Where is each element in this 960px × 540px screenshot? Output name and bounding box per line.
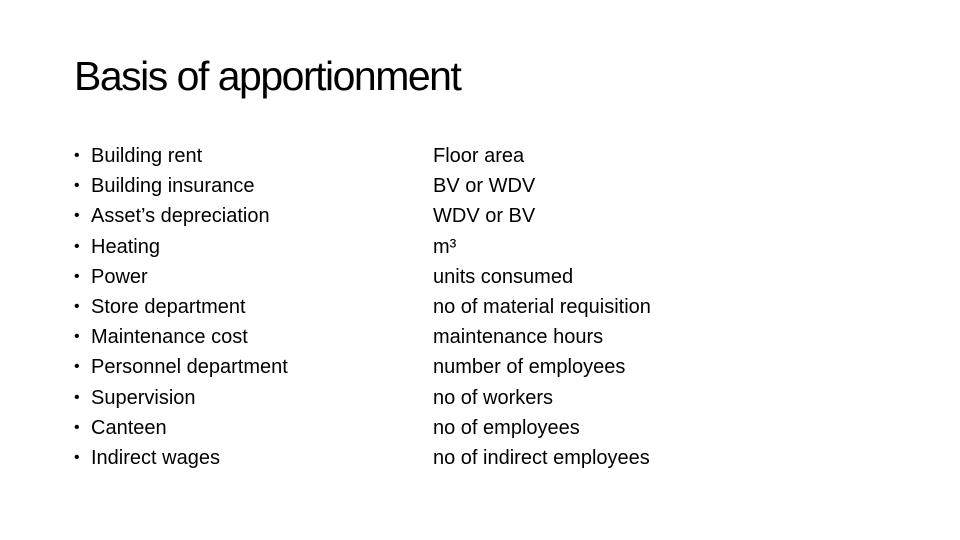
bullet-icon: • — [74, 237, 80, 255]
bullet-icon: • — [74, 297, 80, 315]
basis-label: no of indirect employees — [433, 446, 650, 469]
list-item — [74, 292, 288, 322]
list-item — [74, 322, 288, 352]
list-item — [74, 232, 288, 262]
cost-item-label: Maintenance cost — [91, 326, 248, 349]
cost-items-list — [74, 141, 288, 473]
list-item — [74, 141, 288, 171]
bullet-icon: • — [74, 147, 80, 164]
cost-item-label: Indirect wages — [91, 446, 220, 469]
cost-item-label: Canteen — [91, 416, 167, 439]
cost-item-label: Store department — [91, 295, 246, 318]
list-item — [74, 171, 288, 201]
list-item — [74, 201, 288, 231]
cost-item-label: Heating — [91, 235, 160, 258]
bullet-icon: • — [74, 388, 80, 406]
bullet-icon: • — [74, 358, 80, 376]
basis-label: BV or WDV — [433, 175, 536, 198]
list-item — [74, 262, 288, 292]
cost-item-label: Personnel department — [91, 356, 288, 379]
basis-label: maintenance hours — [433, 326, 604, 349]
bullet-icon: • — [74, 418, 80, 436]
bullet-icon: • — [74, 207, 80, 225]
basis-label: units consumed — [433, 265, 574, 288]
basis-label: number of employees — [433, 356, 626, 379]
basis-label: no of workers — [433, 386, 554, 409]
basis-label: m³ — [433, 235, 457, 258]
basis-label: Floor area — [433, 145, 525, 167]
basis-label: no of employees — [433, 416, 580, 439]
list-item — [74, 383, 288, 413]
cost-item-label: Supervision — [91, 386, 196, 409]
cost-item-label: Building insurance — [91, 175, 255, 198]
list-item — [74, 352, 288, 382]
bullet-icon: • — [74, 448, 80, 466]
basis-label: WDV or BV — [433, 205, 536, 228]
bullet-icon: • — [74, 267, 80, 285]
cost-item-label: Power — [91, 265, 148, 288]
list-item — [74, 443, 288, 473]
bullet-icon: • — [74, 177, 80, 195]
apportionment-basis-list — [433, 141, 651, 473]
basis-label: no of material requisition — [433, 295, 651, 318]
cost-item-label: Asset’s depreciation — [91, 205, 270, 228]
slide-title: Basis of apportionment — [74, 53, 461, 99]
cost-item-label: Building rent — [91, 145, 203, 167]
bullet-icon: • — [74, 328, 80, 346]
list-item — [74, 413, 288, 443]
